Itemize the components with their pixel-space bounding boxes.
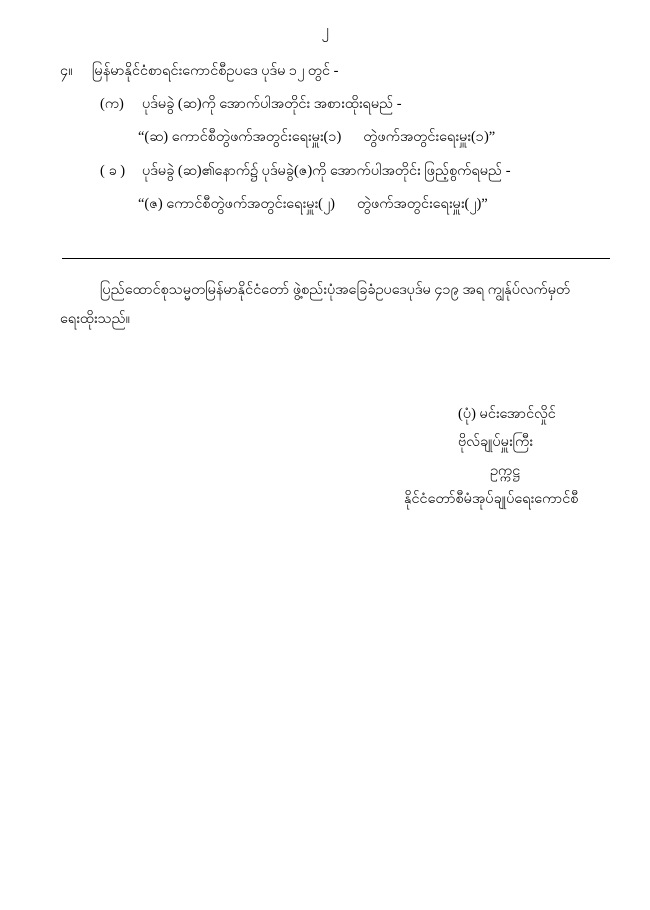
closing-line-2: ရေးထိုးသည်။ [60, 311, 131, 327]
closing-line-1: ပြည်ထောင်စုသမ္မတမြန်မာနိုင်ငံတော် ဖွဲ့စည်းပုံအခြေခံဥပဒေပုဒ်မ ၄၁၉ အရ ကျွန်ုပ်လက်မှတ် [100, 282, 571, 298]
quoted-clause-sa-right: တွဲဖက်အတွင်းရေးမှူး(၁)” [363, 129, 496, 146]
closing-statement [60, 276, 605, 334]
signature-name: (ပုံ) မင်းအောင်လှိုင် [458, 406, 556, 422]
signature-title: ဥက္ကဋ္ဌ [490, 462, 521, 479]
paragraph-4b-text: ပုဒ်မခွဲ (ဆ)၏နောက်၌ ပုဒ်မခွဲ(ဇ)ကို အောက်ပါအတိုင်း ဖြည့်စွက်ရမည် - [142, 162, 511, 179]
document-body [60, 60, 600, 226]
paragraph-4-text: မြန်မာနိုင်ငံစာရင်းကောင်စီဥပဒေ ပုဒ်မ ၁၂ တွင် - [92, 63, 339, 79]
paragraph-4a [100, 93, 600, 116]
paragraph-4 [60, 60, 600, 83]
quoted-clause-sa-left: “(ဆ) ကောင်စီတွဲဖက်အတွင်းရေးမှူး(၁) [138, 129, 342, 146]
horizontal-rule [62, 258, 610, 259]
page-number: ၂ [321, 23, 329, 39]
signature-block [330, 400, 620, 513]
paragraph-4b [100, 160, 600, 183]
quoted-clause-sa [138, 126, 600, 149]
quoted-clause-za-right: တွဲဖက်အတွင်းရေးမှူး(၂)” [356, 195, 488, 212]
paragraph-4a-marker: (က) [100, 96, 124, 113]
paragraph-4b-marker: ( ခ ) [100, 162, 126, 179]
quoted-clause-za [138, 193, 600, 216]
paragraph-4-marker: ၄။ [60, 63, 73, 79]
quoted-clause-za-left: “(ဇ) ကောင်စီတွဲဖက်အတွင်းရေးမှူး(၂) [138, 195, 335, 212]
signature-organization: နိုင်ငံတော်စီမံအုပ်ချုပ်ရေးကောင်စီ [404, 490, 579, 507]
signature-rank: ဗိုလ်ချုပ်မှူးကြီး [458, 434, 533, 451]
paragraph-4a-text: ပုဒ်မခွဲ (ဆ)ကို အောက်ပါအတိုင်း အစားထိုးရမည် - [142, 96, 402, 113]
